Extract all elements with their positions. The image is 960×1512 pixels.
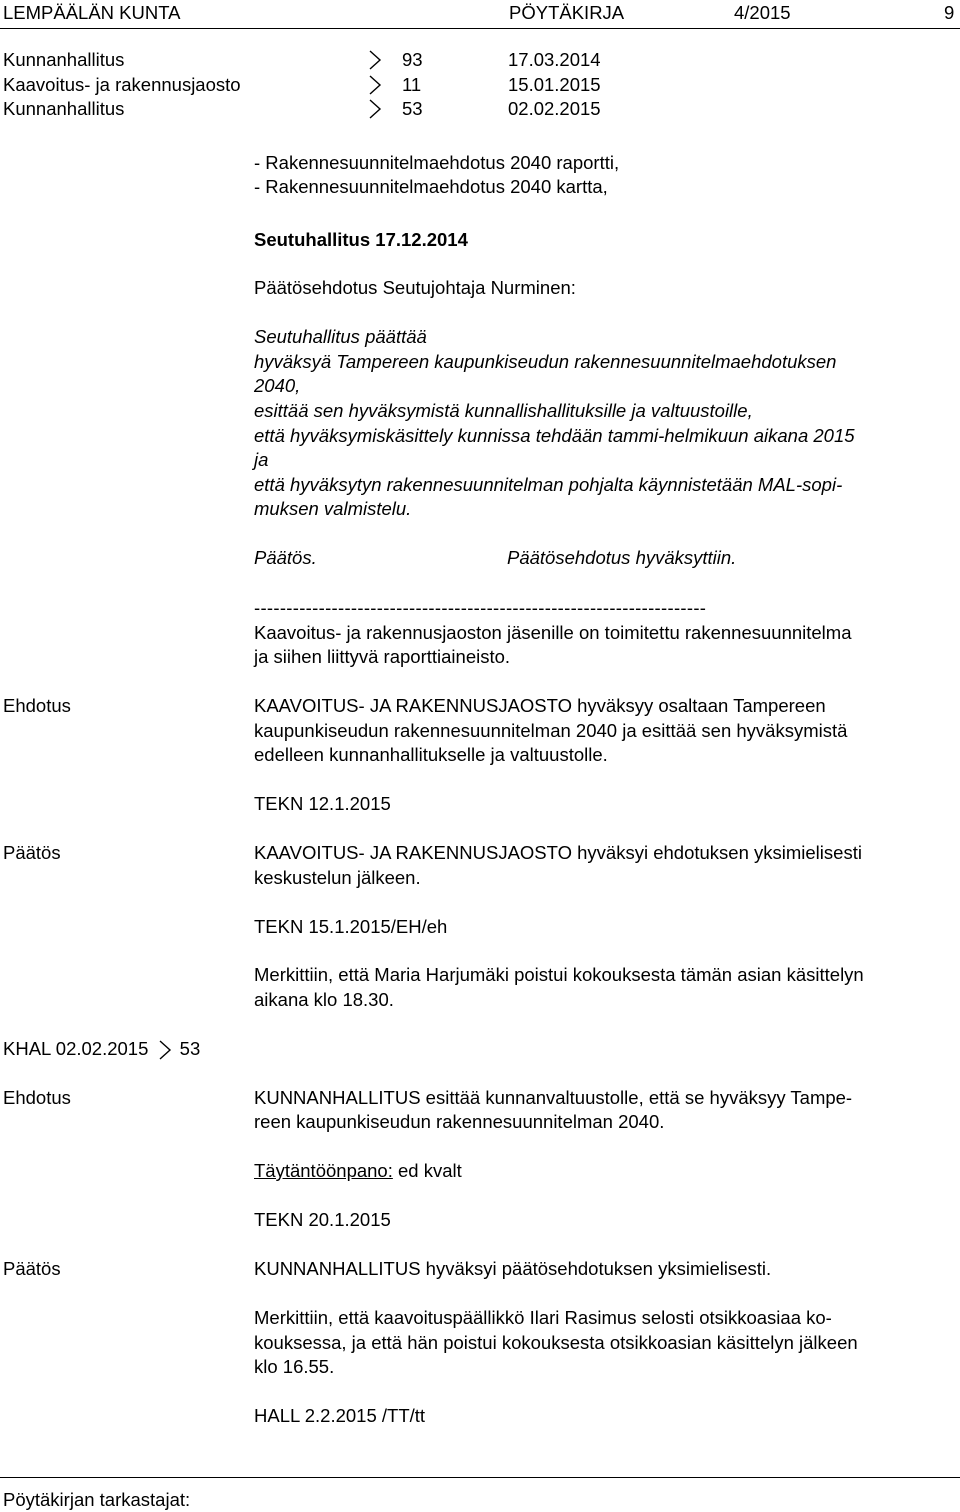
jaosto-decision-line: keskustelun jälkeen. [254, 867, 421, 888]
khal-decision-line: KUNNANHALLITUS hyväksyi päätösehdotuksen yksimielisesti. [254, 1258, 772, 1279]
seutuhallitus-line: 2040, [254, 375, 301, 396]
khal-proposal-line: reen kaupunkiseudun rakennesuunnitelman 2040. [254, 1111, 665, 1132]
history-body-2: Kaavoitus- ja rakennusjaosto [3, 74, 241, 95]
info-line: ja siihen liittyvä raporttiaineisto. [254, 646, 511, 667]
arrow-icon [366, 98, 384, 120]
seutuhallitus-line: muksen valmistelu. [254, 498, 412, 519]
history-date-1: 17.03.2014 [508, 49, 601, 70]
doc-number: 4/2015 [734, 2, 791, 23]
khal-heading [3, 1037, 200, 1061]
khal-proposal-label: Ehdotus [3, 1087, 71, 1108]
jaosto-proposal-signature: TEKN 12.1.2015 [254, 793, 391, 814]
khal-decision-label: Päätös [3, 1258, 61, 1279]
doc-type: PÖYTÄKIRJA [509, 2, 625, 23]
khal-execution-value: ed kvalt [398, 1160, 462, 1181]
jaosto-proposal-label: Ehdotus [3, 695, 71, 716]
arrow-icon [366, 74, 384, 96]
khal-decision-signature: HALL 2.2.2015 /TT/tt [254, 1405, 426, 1426]
seutuhallitus-line: ja [254, 449, 269, 470]
history-no-3: 53 [402, 98, 423, 119]
seutuhallitus-decision-text: Päätösehdotus hyväksyttiin. [507, 547, 737, 568]
history-body-3: Kunnanhallitus [3, 98, 125, 119]
footer-rule [0, 1477, 960, 1478]
header-rule [0, 28, 960, 29]
seutuhallitus-line: että hyväksytyn rakennesuunnitelman pohjalta käynnistetään MAL-sopi- [254, 474, 843, 495]
seutuhallitus-heading: Seutuhallitus 17.12.2014 [254, 229, 468, 250]
khal-note-line: klo 16.55. [254, 1356, 335, 1377]
org-name: LEMPÄÄLÄN KUNTA [3, 2, 181, 23]
jaosto-proposal-line: edelleen kunnanhallitukselle ja valtuustolle. [254, 744, 608, 765]
jaosto-note-line: aikana klo 18.30. [254, 989, 394, 1010]
history-no-1: 93 [402, 49, 423, 70]
seutuhallitus-line: hyväksyä Tampereen kaupunkiseudun rakennesuunnitelmaehdotuksen [254, 351, 837, 372]
arrow-icon [157, 1039, 173, 1061]
khal-proposal-line: KUNNANHALLITUS esittää kunnanvaltuustolle, että se hyväksyy Tampe- [254, 1087, 853, 1108]
khal-heading-number: 53 [179, 1038, 201, 1059]
history-body-1: Kunnanhallitus [3, 49, 125, 70]
seutuhallitus-decision-label: Päätös. [254, 547, 317, 568]
seutuhallitus-proposer: Päätösehdotus Seutujohtaja Nurminen: [254, 277, 576, 298]
seutuhallitus-line: esittää sen hyväksymistä kunnallishallituksille ja valtuustoille, [254, 400, 753, 421]
jaosto-decision-label: Päätös [3, 842, 61, 863]
khal-note-line: kouksessa, ja että hän poistui kokouksesta otsikkoasian käsittelyn jälkeen [254, 1332, 858, 1353]
jaosto-proposal-line: kaupunkiseudun rakennesuunnitelman 2040 ja esittää sen hyväksymistä [254, 720, 848, 741]
khal-heading-date: KHAL 02.02.2015 [3, 1038, 149, 1059]
khal-proposal-signature: TEKN 20.1.2015 [254, 1209, 391, 1230]
jaosto-note-line: Merkittiin, että Maria Harjumäki poistui kokouksesta tämän asian käsittelyn [254, 964, 864, 985]
khal-execution [254, 1159, 462, 1183]
separator-line: ---------------------------------------------------------------------- [254, 597, 707, 618]
jaosto-proposal-line: KAAVOITUS- JA RAKENNUSJAOSTO hyväksyy osaltaan Tampereen [254, 695, 826, 716]
history-date-3: 02.02.2015 [508, 98, 601, 119]
attachment-line-2: - Rakennesuunnitelmaehdotus 2040 kartta, [254, 176, 608, 197]
history-date-2: 15.01.2015 [508, 74, 601, 95]
khal-note-line: Merkittiin, että kaavoituspäällikkö Ilari Rasimus selosti otsikkoasiaa ko- [254, 1307, 832, 1328]
seutuhallitus-line: Seutuhallitus päättää [254, 326, 427, 347]
jaosto-decision-line: KAAVOITUS- JA RAKENNUSJAOSTO hyväksyi ehdotuksen yksimielisesti [254, 842, 862, 863]
khal-execution-label: Täytäntöönpano: [254, 1160, 393, 1181]
seutuhallitus-line: että hyväksymiskäsittely kunnissa tehdään tammi-helmikuun aikana 2015 [254, 425, 855, 446]
history-no-2: 11 [402, 74, 422, 95]
arrow-icon [366, 49, 384, 71]
jaosto-decision-signature: TEKN 15.1.2015/EH/eh [254, 916, 448, 937]
page-number: 9 [944, 2, 955, 23]
info-line: Kaavoitus- ja rakennusjaoston jäsenille on toimitettu rakennesuunnitelma [254, 622, 852, 643]
attachment-line-1: - Rakennesuunnitelmaehdotus 2040 raportti, [254, 152, 620, 173]
footer-label: Pöytäkirjan tarkastajat: [3, 1489, 191, 1510]
